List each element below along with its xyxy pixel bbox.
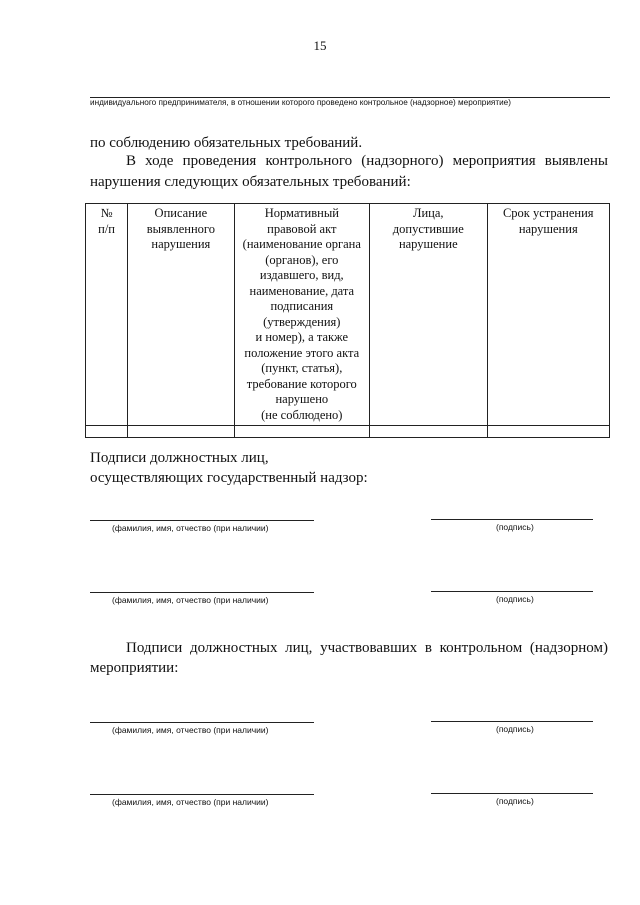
- name-fill-line[interactable]: [90, 794, 314, 795]
- header-text: допустившие: [392, 221, 464, 236]
- header-text: п/п: [98, 221, 115, 236]
- header-legal-act: [234, 204, 370, 426]
- header-text: нарушение: [398, 237, 458, 251]
- paragraph-violations-intro: [90, 151, 608, 193]
- table-row: [86, 426, 610, 438]
- table-cell[interactable]: [487, 426, 610, 438]
- header-text: (утверждения): [263, 314, 341, 329]
- inspectors-heading-line-2: осуществляющих государственный надзор:: [90, 470, 368, 486]
- signature-fill-line[interactable]: [431, 721, 593, 722]
- name-fill-line[interactable]: [90, 592, 314, 593]
- header-text: издавшего, вид,: [259, 268, 344, 282]
- participants-heading-line-1: Подписи должностных лиц, участвовавших в контрольном (надзорном): [126, 640, 608, 656]
- table-cell[interactable]: [128, 426, 234, 438]
- header-text: наименование, дата: [249, 283, 355, 298]
- header-text: №: [100, 206, 113, 220]
- header-text: (наименование органа: [242, 237, 361, 251]
- participants-signatures-heading: [90, 638, 608, 678]
- table-header-row: [86, 204, 610, 426]
- inspectors-heading-line-1: Подписи должностных лиц,: [90, 450, 269, 466]
- signature-fill-line[interactable]: [431, 591, 593, 592]
- paragraph-violations-line-1: В ходе проведения контрольного (надзорного) мероприятия выявлены: [126, 153, 608, 169]
- signature-fill-line[interactable]: [431, 793, 593, 794]
- participants-heading-line-2: мероприятии:: [90, 660, 179, 676]
- header-text: (органов), его: [265, 252, 339, 267]
- table-cell[interactable]: [234, 426, 370, 438]
- name-caption: (фамилия, имя, отчество (при наличии): [112, 797, 269, 807]
- header-text: Нормативный: [264, 206, 339, 220]
- name-caption: (фамилия, имя, отчество (при наличии): [112, 523, 269, 533]
- header-text: требование которого: [246, 376, 357, 391]
- header-description: [128, 204, 234, 426]
- paragraph-requirements: по соблюдению обязательных требований.: [90, 135, 363, 151]
- header-responsible-persons: [370, 204, 487, 426]
- signature-fill-line[interactable]: [431, 519, 593, 520]
- header-caption: индивидуального предпринимателя, в отношении которого проведено контрольное (надзорное) мероприятие): [90, 98, 511, 107]
- violations-table: [85, 203, 610, 438]
- header-text: Описание: [154, 206, 208, 220]
- header-text: нарушено: [275, 392, 329, 406]
- page-number: 15: [313, 38, 327, 53]
- header-text: подписания: [270, 299, 334, 313]
- table-cell[interactable]: [370, 426, 487, 438]
- header-text: и номер), а также: [255, 330, 349, 344]
- inspectors-signatures-heading: [90, 448, 368, 488]
- header-text: Срок устранения: [502, 206, 594, 220]
- signature-caption: (подпись): [496, 796, 534, 806]
- header-text: (не соблюдено): [261, 407, 343, 422]
- signature-caption: (подпись): [496, 522, 534, 532]
- header-text: выявленного: [146, 221, 215, 236]
- header-number: [86, 204, 128, 426]
- header-text: Лица,: [413, 206, 444, 220]
- signature-caption: (подпись): [496, 594, 534, 604]
- header-text: (пункт, статья),: [261, 361, 343, 375]
- header-deadline: [487, 204, 610, 426]
- header-text: правовой акт: [267, 221, 337, 236]
- paragraph-violations-line-2: нарушения следующих обязательных требований:: [90, 174, 411, 190]
- name-fill-line[interactable]: [90, 722, 314, 723]
- header-text: нарушения: [518, 221, 578, 236]
- table-cell[interactable]: [86, 426, 128, 438]
- name-caption: (фамилия, имя, отчество (при наличии): [112, 595, 269, 605]
- name-fill-line[interactable]: [90, 520, 314, 521]
- signature-caption: (подпись): [496, 724, 534, 734]
- header-text: нарушения: [151, 237, 211, 251]
- header-text: положение этого акта: [244, 345, 360, 360]
- name-caption: (фамилия, имя, отчество (при наличии): [112, 725, 269, 735]
